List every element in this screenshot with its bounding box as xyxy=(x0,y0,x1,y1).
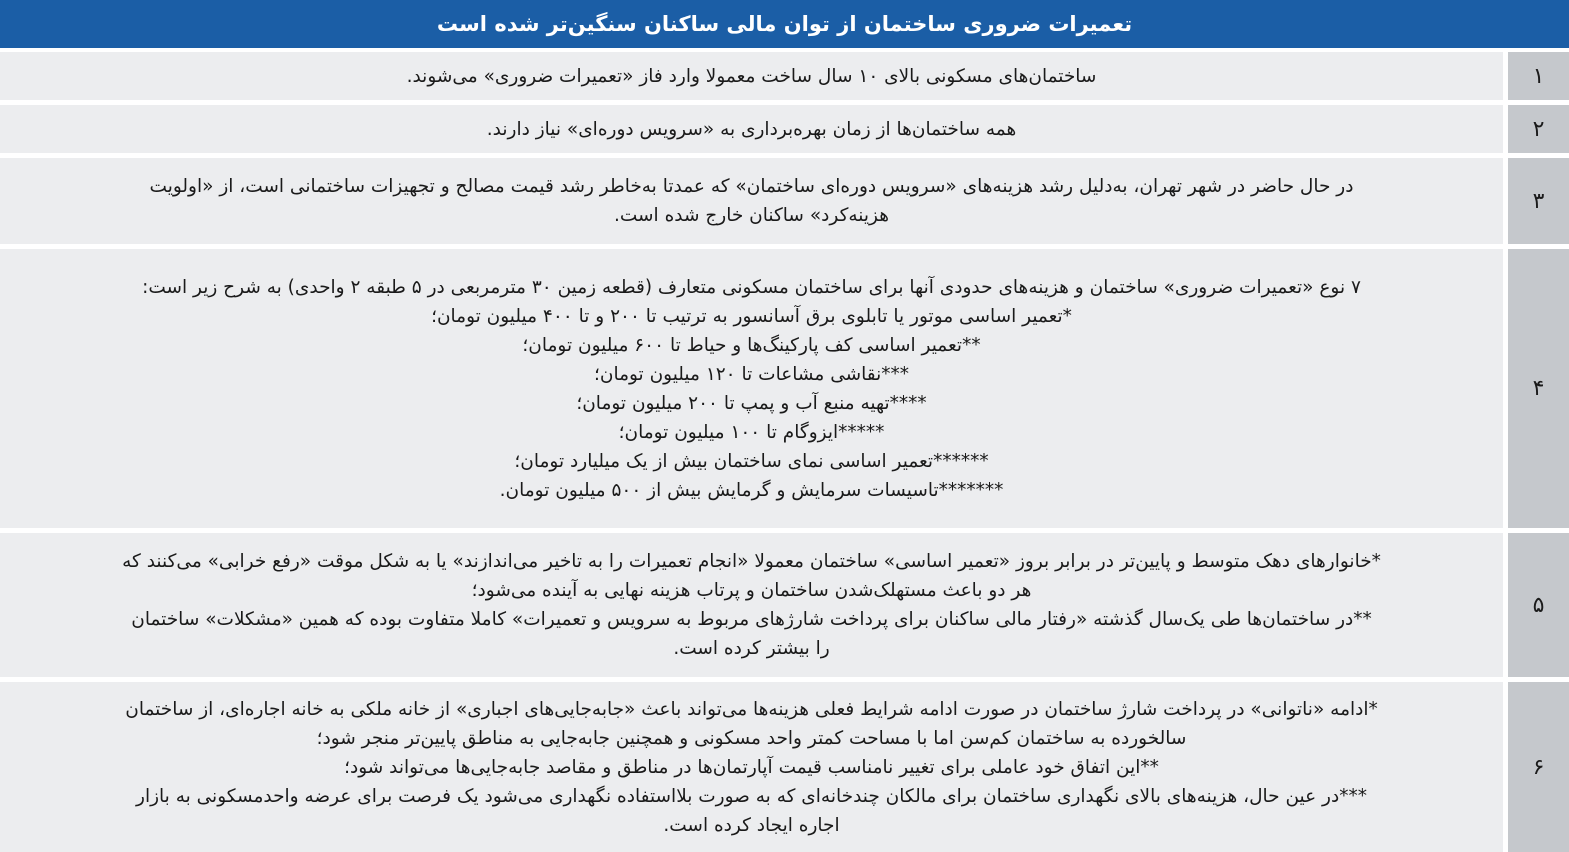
table-row xyxy=(0,682,1569,852)
row-text-line: **این اتفاق خود عاملی برای تغییر نامناسب قیمت آپارتمان‌ها در مناطق و مقاصد جابه‌جایی‌ها می‌تواند شود؛ xyxy=(344,756,1159,778)
row-text-line: همه ساختمان‌ها از زمان بهره‌برداری به «سرویس دوره‌ای» نیاز دارند. xyxy=(486,118,1017,140)
row-text-line: ۷ نوع «تعمیرات ضروری» ساختمان و هزینه‌های حدودی آنها برای ساختمان مسکونی متعارف (قطعه زمین ۳۰ مترمربعی در ۵ طبقه ۲ واحدی) به شرح زیر است: xyxy=(142,276,1361,298)
row-text-line: را بیشتر کرده است. xyxy=(673,638,830,659)
row-text-line: *******تاسیسات سرمایش و گرمایش بیش از ۵۰۰ میلیون تومان. xyxy=(499,479,1004,501)
row-number: ۴ xyxy=(1508,249,1569,528)
row-text xyxy=(0,158,1503,244)
row-text-line: در حال حاضر در شهر تهران، به‌دلیل رشد هزینه‌های «سرویس دوره‌ای ساختمان» که عمدتا به‌خاطر رشد قیمت مصالح و تجهیزات ساختمانی است، از «اولویت xyxy=(149,176,1354,197)
row-text-line: ***در عین حال، هزینه‌های بالای نگهداری ساختمان برای مالکان چندخانه‌ای که به صورت بلااستفاده نگهداری می‌شود یک فرصت برای عرضه واحدمسکونی به بازار xyxy=(136,785,1367,807)
row-text-line: *****ایزوگام تا ۱۰۰ میلیون تومان؛ xyxy=(618,421,885,443)
table-title-bar xyxy=(0,0,1569,48)
row-text xyxy=(0,249,1503,528)
table-row xyxy=(0,249,1569,528)
row-text-line: هزینه‌کرد» ساکنان خارج شده است. xyxy=(614,205,889,226)
row-number: ۵ xyxy=(1508,533,1569,677)
row-number: ۳ xyxy=(1508,158,1569,244)
table-row xyxy=(0,52,1569,100)
table-row xyxy=(0,105,1569,153)
row-text-line: **در ساختمان‌ها طی یک‌سال گذشته «رفتار مالی ساکنان برای پرداخت شارژهای مربوط به سرویس و تعمیرات» کاملا متفاوت بوده که همین «مشکلات» ساختمان xyxy=(131,609,1372,630)
row-text-line: **تعمیر اساسی کف پارکینگ‌ها و حیاط تا ۶۰۰ میلیون تومان؛ xyxy=(522,334,981,356)
row-text-line: ساختمان‌های مسکونی بالای ۱۰ سال ساخت معمولا وارد فاز «تعمیرات ضروری» می‌شوند. xyxy=(406,65,1097,87)
table-title: تعمیرات ضروری ساختمان از توان مالی ساکنان سنگین‌تر شده است xyxy=(436,12,1133,36)
table-row xyxy=(0,533,1569,677)
row-text-line: هر دو باعث مستهلک‌شدن ساختمان و پرتاب هزینه نهایی به آینده می‌شود؛ xyxy=(471,580,1032,601)
row-text xyxy=(0,682,1503,852)
table-row xyxy=(0,158,1569,244)
row-text xyxy=(0,533,1503,677)
row-text xyxy=(0,105,1503,153)
row-number: ۱ xyxy=(1508,52,1569,100)
row-text-line: ***نقاشی مشاعات تا ۱۲۰ میلیون تومان؛ xyxy=(593,363,910,385)
row-text-line: ******تعمیر اساسی نمای ساختمان بیش از یک میلیارد تومان؛ xyxy=(514,450,989,472)
row-text-line: *ادامه «ناتوانی» در پرداخت شارژ ساختمان در صورت ادامه شرایط فعلی هزینه‌ها می‌تواند باعث «جابه‌جایی‌های اجباری» از خانه ملکی به خانه اجاره‌ای، از ساختمان xyxy=(125,698,1378,720)
row-text-line: سالخورده به ساختمان کم‌سن اما با مساحت کمتر واحد مسکونی و همچنین جابه‌جایی به مناطق پایین‌تر منجر شود؛ xyxy=(316,727,1187,749)
row-text-line: اجاره ایجاد کرده است. xyxy=(663,814,840,836)
row-text-line: *تعمیر اساسی موتور یا تابلوی برق آسانسور به ترتیب تا ۲۰۰ و تا ۴۰۰ میلیون تومان؛ xyxy=(431,305,1072,327)
row-number: ۶ xyxy=(1508,682,1569,852)
row-text-line: *خانوارهای دهک متوسط و پایین‌تر در برابر بروز «تعمیر اساسی» ساختمان معمولا «انجام تعمیرات را به تاخیر می‌اندازند» یا به شکل موقت «رفع خرابی» می‌کنند که xyxy=(122,551,1381,572)
row-text xyxy=(0,52,1503,100)
row-number: ۲ xyxy=(1508,105,1569,153)
row-text-line: ****تهیه منبع آب و پمپ تا ۲۰۰ میلیون تومان؛ xyxy=(576,392,927,414)
